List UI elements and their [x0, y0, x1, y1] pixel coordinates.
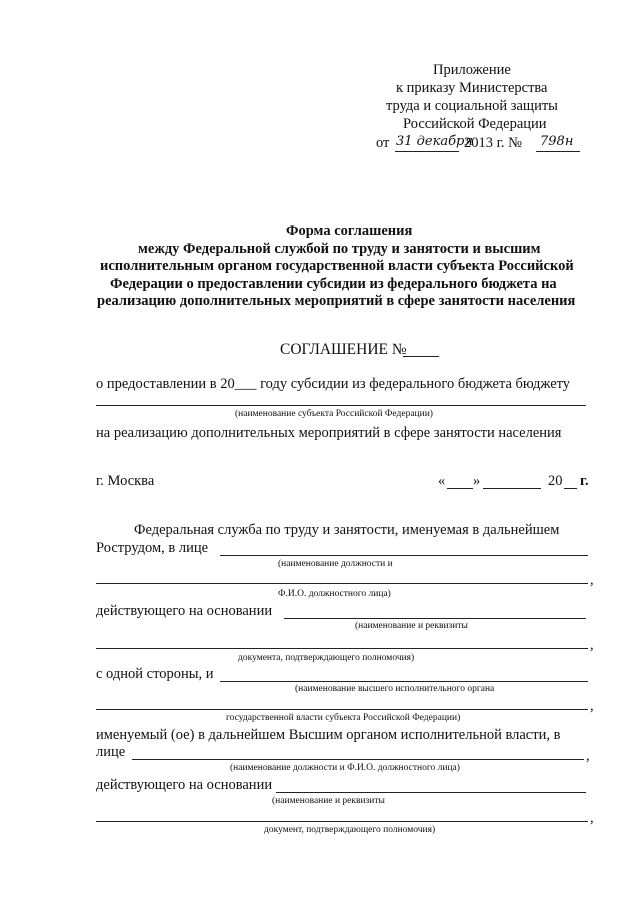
document-blank-line [96, 648, 588, 649]
basis-blank-2 [276, 792, 586, 793]
appendix-date-underline [395, 151, 459, 152]
title-line-4: Федерации о предоставлении субсидии из федерального бюджета на [110, 276, 557, 292]
appendix-number-handwritten: 798н [540, 134, 574, 149]
appendix-date-handwritten: 31 декабря [396, 134, 473, 149]
date-close-quote: » [473, 473, 481, 489]
named-as-label: именуемый (ое) в дальнейшем Высшим органом исполнительной власти, в [96, 727, 561, 743]
rostrud-person-blank [220, 555, 588, 556]
agreement-heading: СОГЛАШЕНИЕ № [280, 341, 407, 358]
date-year-suffix: г. [580, 473, 589, 489]
document-blank-line-2 [96, 821, 588, 822]
subject-blank-line [96, 405, 586, 406]
rostrud-intro: Федеральная служба по труду и занятости, именуемая в дальнейшем [134, 522, 560, 538]
appendix-line-2: к приказу Министерства [396, 80, 548, 96]
date-day-blank [447, 488, 473, 489]
appendix-year: 2013 г. № [464, 135, 523, 151]
basis-blank [284, 618, 586, 619]
in-person-comma: , [586, 748, 590, 764]
appendix-line-3: труда и социальной защиты [386, 98, 558, 114]
caption-fio: Ф.И.О. должностного лица) [278, 589, 391, 599]
acting-on-basis-label-2: действующего на основании [96, 777, 273, 793]
purpose-line: на реализацию дополнительных мероприятий в сфере занятости населения [96, 425, 562, 441]
fio-comma: , [590, 572, 594, 588]
appendix-number-underline [536, 151, 580, 152]
in-person-blank [132, 759, 584, 760]
subsidy-line: о предоставлении в 20___ году субсидии из федерального бюджета бюджету [96, 376, 571, 392]
caption-document: документа, подтверждающего полномочия) [238, 653, 415, 663]
date-month-blank [483, 488, 541, 489]
appendix-date-prefix: от [376, 135, 390, 151]
document-comma: , [590, 637, 594, 653]
caption-gov-authority: государственной власти субъекта Российской Федерации) [226, 713, 461, 723]
one-side-label: с одной стороны, и [96, 666, 214, 682]
caption-name-requisites-2: (наименование и реквизиты [272, 796, 385, 806]
appendix-line-1: Приложение [433, 62, 511, 78]
title-line-3: исполнительным органом государственной власти субъекта Российской [100, 258, 574, 274]
in-person-label: лице [96, 744, 126, 760]
caption-name-requisites: (наименование и реквизиты [355, 621, 468, 631]
date-year-prefix: 20 [548, 473, 563, 489]
gov-blank-line [96, 709, 588, 710]
caption-highest-organ: (наименование высшего исполнительного органа [295, 684, 495, 694]
rostrud-in-person: Рострудом, в лице [96, 540, 209, 556]
acting-on-basis-label: действующего на основании [96, 603, 273, 619]
date-year-blank [564, 488, 577, 489]
city-label: г. Москва [96, 473, 155, 489]
title-line-5: реализацию дополнительных мероприятий в сфере занятости населения [97, 293, 576, 309]
highest-organ-blank [220, 681, 588, 682]
date-open-quote: « [438, 473, 446, 489]
gov-comma: , [590, 698, 594, 714]
fio-blank-line [96, 583, 588, 584]
caption-position: (наименование должности и [278, 559, 393, 569]
title-line-2: между Федеральной службой по труду и занятости и высшим [138, 241, 541, 257]
title-line-1: Форма соглашения [286, 223, 413, 239]
agreement-number-blank [403, 356, 439, 357]
caption-document-2: документ, подтверждающего полномочия) [264, 825, 436, 835]
subject-caption: (наименование субъекта Российской Федерации) [235, 409, 433, 419]
appendix-line-4: Российской Федерации [403, 116, 547, 132]
document-comma-2: , [590, 810, 594, 826]
caption-position-fio: (наименование должности и Ф.И.О. должностного лица) [230, 763, 460, 773]
